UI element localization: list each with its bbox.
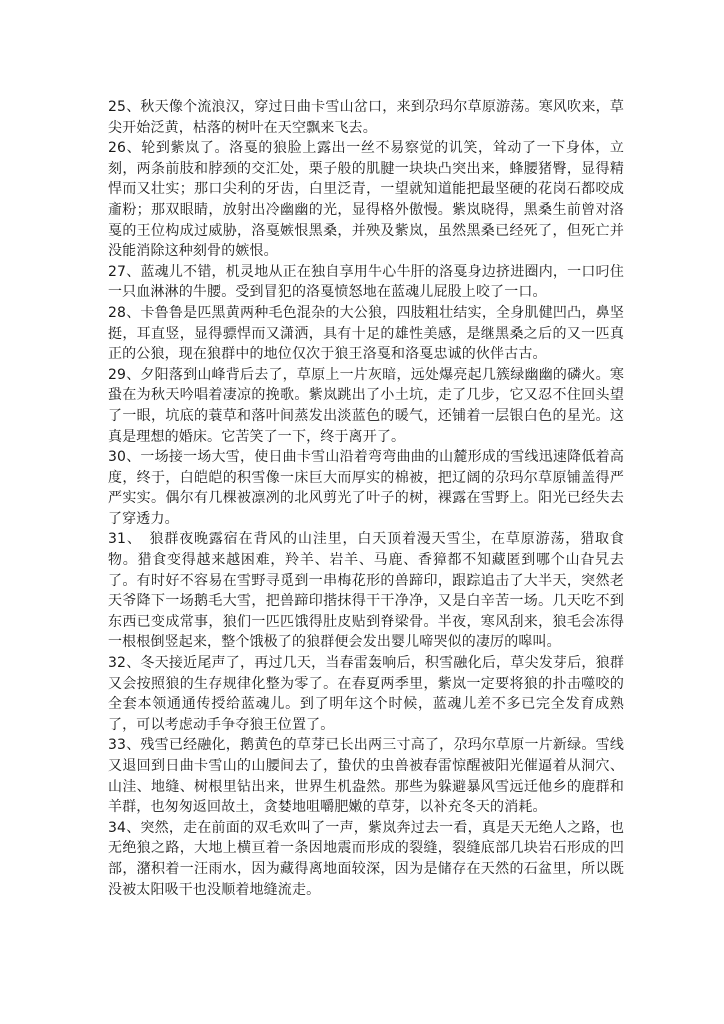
document-body <box>108 97 624 900</box>
paragraph-26: 26、轮到紫岚了。洛戛的狼脸上露出一丝不易察觉的讥笑，耸动了一下身体，立刻，两条前肢和脖颈的交汇处，栗子般的肌腱一块块凸突出来，蜂腰猪臀，显得精悍而又壮实；那口尖利的牙齿，白里泛青，一望就知道能把最坚硬的花岗石都咬成齑粉；那双眼睛，放射出冷幽幽的光，显得格外傲慢。紫岚晓得，黑桑生前曾对洛戛的王位构成过威胁，洛戛嫉恨黑桑，并殃及紫岚，虽然黑桑已经死了，但死亡并没能消除这种刻骨的嫉恨。 <box>108 140 624 260</box>
paragraph-34: 34、突然，走在前面的双毛欢叫了一声，紫岚奔过去一看，真是天无绝人之路，也无绝狼之路，大地上横亘着一条因地震而形成的裂缝，裂缝底部几块岩石形成的凹部，潴积着一汪雨水，因为藏得离地面较深，因为是储存在天然的石盆里，所以既没被太阳吸干也没顺着地缝流走。 <box>108 819 624 898</box>
paragraph-29: 29、夕阳落到山峰背后去了，草原上一片灰暗，远处爆亮起几簇绿幽幽的磷火。寒蛩在为秋天吟唱着凄凉的挽歌。紫岚跳出了小土坑，走了几步，它又忍不住回头望了一眼，坑底的蓑草和落叶间蒸发出淡蓝色的暖气，还铺着一层银白色的星光。这真是理想的婚床。它苦笑了一下，终于离开了。 <box>108 366 624 445</box>
paragraph-27: 27、蓝魂儿不错，机灵地从正在独自享用牛心牛肝的洛戛身边挤进圈内，一口叼住一只血淋淋的牛腰。受到冒犯的洛戛愤怒地在蓝魂儿屁股上咬了一口。 <box>108 263 624 301</box>
paragraph-33: 33、残雪已经融化，鹅黄色的草芽已长出两三寸高了，尕玛尔草原一片新绿。雪线又退回到日曲卡雪山的山腰间去了，蛰伏的虫兽被春雷惊醒被阳光催逼着从洞穴、山洼、地缝、树根里钻出来，世界生机盎然。那些为躲避暴风雪远迁他乡的鹿群和羊群，也匆匆返回故土，贪婪地咀嚼肥嫩的草芽，以补充冬天的消耗。 <box>108 737 624 816</box>
paragraph-25: 25、秋天像个流浪汉，穿过日曲卡雪山岔口，来到尕玛尔草原游荡。寒风吹来，草尖开始泛黄，枯落的树叶在天空飘来飞去。 <box>108 99 624 136</box>
paragraph-28: 28、卡鲁鲁是匹黑黄两种毛色混杂的大公狼，四肢粗壮结实，全身肌健凹凸，鼻坚挺，耳直竖，显得骠悍而又潇洒，具有十足的雄性美感，是继黑桑之后的又一匹真正的公狼，现在狼群中的地位仅次于狼王洛戛和洛戛忠诚的伙伴古古。 <box>108 304 624 363</box>
paragraph-32: 32、冬天接近尾声了，再过几天，当春雷轰响后，积雪融化后，草尖发芽后，狼群又会按照狼的生存规律化整为零了。在春夏两季里，紫岚一定要将狼的扑击噬咬的全套本领通通传授给蓝魂儿。到了明年这个时候，蓝魂儿差不多已完全发育成熟了，可以考虑动手争夺狼王位置了。 <box>108 655 624 733</box>
paragraph-30: 30、一场接一场大雪，使日曲卡雪山沿着弯弯曲曲的山麓形成的雪线迅速降低着高度，终于，白皑皑的积雪像一床巨大而厚实的棉被，把辽阔的尕玛尔草原铺盖得严严实实。偶尔有几棵被凛冽的北风剪光了叶子的树，裸露在雪野上。阳光已经失去了穿透力。 <box>108 449 624 527</box>
paragraph-31: 31、 狼群夜晚露宿在背风的山洼里，白天顶着漫天雪尘，在草原游荡，猎取食物。猎食变得越来越困难，羚羊、岩羊、马鹿、香獐都不知藏匿到哪个山旮旯去了。有时好不容易在雪野寻觅到一串梅花形的兽蹄印，跟踪追击了大半天，突然老天爷降下一场鹅毛大雪，把兽蹄印揩抹得干干净净，又是白辛苦一场。几天吃不到东西已变成常事，狼们一匹匹饿得肚皮贴到脊梁骨。半夜，寒风刮来，狼毛会冻得一根根倒竖起来，整个饿极了的狼群便会发出婴儿啼哭似的凄厉的嗥叫。 <box>108 531 624 651</box>
